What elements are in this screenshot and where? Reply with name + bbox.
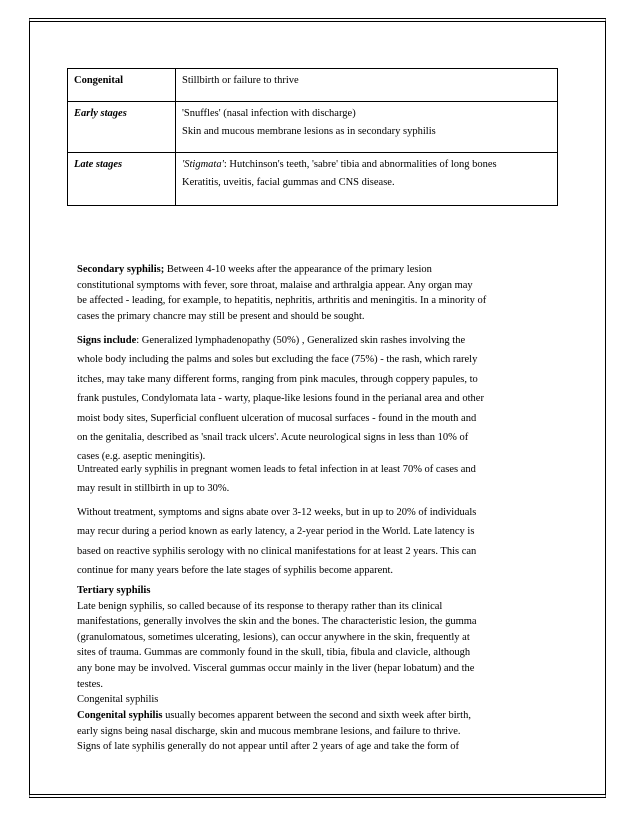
description-line: Keratitis, uveitis, facial gummas and CNS disease. (182, 177, 395, 188)
text-line: Congenital syphilis (77, 694, 159, 706)
text-line: Signs of late syphilis generally do not appear until after 2 years of age and take the form of (77, 741, 459, 753)
text-line: may result in stillbirth in up to 30%. (77, 483, 230, 495)
without-treatment-paragraph (77, 503, 567, 581)
description-line (182, 156, 551, 174)
stigmata-text: : Hutchinson's teeth, 'sabre' tibia and abnormalities of long bones (223, 159, 497, 170)
text-line: Late benign syphilis, so called because of its response to therapy rather than its clinical (77, 600, 443, 612)
description-line: Skin and mucous membrane lesions as in secondary syphilis (182, 126, 436, 137)
signs-paragraph (77, 331, 567, 467)
text-line: testes. (77, 678, 103, 690)
text-line: early signs being nasal discharge, skin and mucous membrane lesions, and failure to thrive. (77, 725, 461, 737)
secondary-syphilis-paragraph (77, 262, 567, 324)
description-cell (176, 153, 558, 206)
text-line: moist body sites, Superficial confluent ulceration of mucosal surfaces - found in the mouth and (77, 412, 477, 424)
text-line: (granulomatous, sometimes ulcerating, lesions), can occur anywhere in the skin, frequently at (77, 631, 470, 643)
section-heading: Congenital syphilis (77, 710, 163, 721)
stage-cell: Congenital (68, 69, 176, 102)
text-line: manifestations, generally involves the skin and the bones. The characteristic lesion, the gumma (77, 616, 477, 628)
text-line: Without treatment, symptoms and signs abate over 3-12 weeks, but in up to 20% of individuals (77, 507, 477, 518)
description-line: 'Snuffles' (nasal infection with discharge) (182, 108, 356, 119)
stage-cell: Late stages (68, 153, 176, 206)
text-line: frank pustules, Condylomata lata - warty, plaque-like lesions found in the perianal area and other (77, 393, 484, 405)
table-row (68, 102, 558, 153)
text-line: be affected - leading, for example, to hepatitis, nephritis, arthritis and meningitis. In a minority of (77, 295, 487, 307)
text-line: based on reactive syphilis serology with no clinical manifestations for at least 2 years. This can (77, 545, 477, 557)
text-line: itches, may take many different forms, ranging from pink macules, through coppery papules, to (77, 373, 478, 385)
table-row (68, 153, 558, 206)
text-line: constitutional symptoms with fever, sore throat, malaise and arthralgia appear. Any organ may (77, 279, 473, 291)
text-line: sites of trauma. Gummas are commonly found in the skull, tibia, fibula and clavicle, although (77, 647, 471, 659)
text-line: on the genitalia, described as 'snail track ulcers'. Acute neurological signs in less than 10% of (77, 432, 469, 444)
stage-cell: Early stages (68, 102, 176, 153)
text-line: any bone may be involved. Visceral gummas occur mainly in the liver (hepar lobatum) and the (77, 662, 475, 674)
description-line: Stillbirth or failure to thrive (182, 75, 299, 86)
syphilis-stages-table (67, 68, 558, 206)
section-heading: Signs include (77, 335, 137, 346)
text-line: cases (e.g. aseptic meningitis). (77, 451, 206, 463)
section-heading: Secondary syphilis; (77, 264, 165, 275)
description-cell (176, 69, 558, 102)
section-heading: Tertiary syphilis (77, 585, 151, 596)
congenital-syphilis-paragraph (77, 708, 567, 755)
text-line: continue for many years before the late stages of syphilis become apparent. (77, 565, 394, 577)
description-cell (176, 102, 558, 153)
text-line: Untreated early syphilis in pregnant women leads to fetal infection in at least 70% of cases and (77, 464, 476, 475)
untreated-paragraph (77, 460, 567, 499)
text-line: usually becomes apparent between the second and sixth week after birth, (162, 710, 471, 721)
table-row (68, 69, 558, 102)
tertiary-syphilis-paragraph (77, 583, 567, 708)
text-line: may recur during a period known as early latency, a 2-year period in the World. Late latency is (77, 526, 475, 538)
stigmata-term: 'Stigmata' (182, 159, 224, 170)
text-line: cases the primary chancre may still be present and should be sought. (77, 310, 365, 322)
text-line: Between 4-10 weeks after the appearance of the primary lesion (164, 264, 432, 275)
text-line: whole body including the palms and soles but excluding the face (75%) - the rash, which rarely (77, 354, 478, 366)
text-line: : Generalized lymphadenopathy (50%) , Generalized skin rashes involving the (136, 335, 466, 346)
